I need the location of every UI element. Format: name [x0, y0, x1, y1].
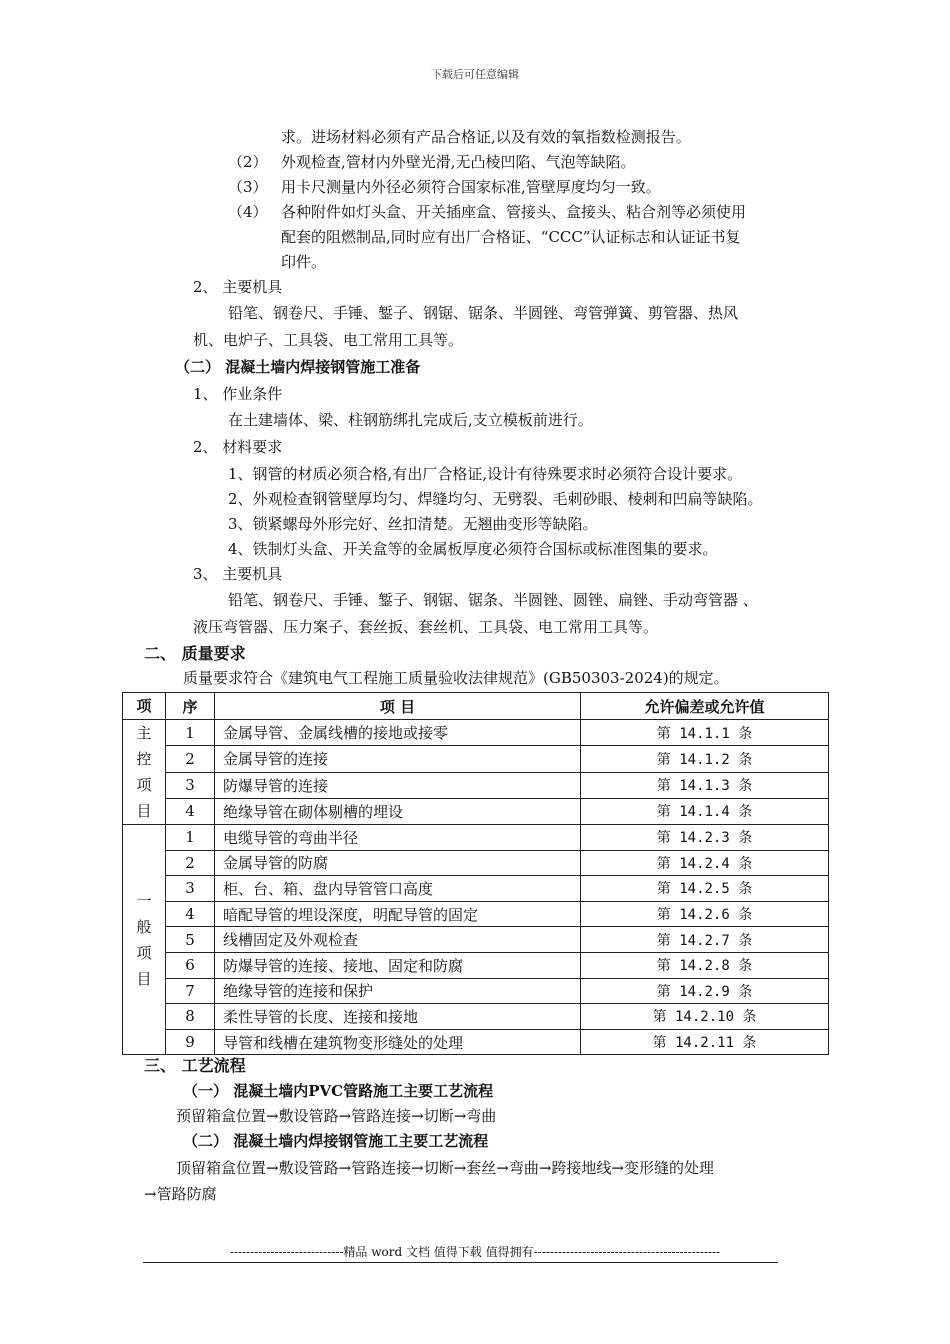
text-line: 印件。	[281, 253, 327, 271]
table-row	[123, 876, 829, 902]
text-line: →管路防腐	[144, 1185, 217, 1203]
row-number: 1	[166, 825, 215, 851]
table-row	[123, 825, 829, 851]
list-number: （2）	[228, 153, 268, 171]
row-number: 5	[166, 927, 215, 953]
table-row	[123, 978, 829, 1004]
page-footer: ----------------------------精品 word 文档 值得下载 值得拥有----------------------------------------------	[229, 1245, 721, 1259]
row-number: 3	[166, 772, 215, 798]
subsection-title: 2、 主要机具	[193, 278, 283, 296]
table-row	[123, 1029, 829, 1055]
row-value: 第 14.2.10 条	[581, 1004, 829, 1030]
page-header: 下载后可任意编辑	[431, 68, 519, 81]
row-number: 6	[166, 952, 215, 978]
category-label: 主控项目	[136, 724, 152, 820]
row-number: 8	[166, 1004, 215, 1030]
table-row	[123, 901, 829, 927]
row-item: 电缆导管的弯曲半径	[215, 825, 581, 851]
table-row	[123, 1004, 829, 1030]
row-value: 第 14.2.9 条	[581, 978, 829, 1004]
row-item: 金属导管的防腐	[215, 850, 581, 876]
footer-rule	[143, 1262, 778, 1263]
chapter-title: 三、 工艺流程	[144, 1056, 246, 1075]
table-row	[123, 772, 829, 798]
row-item: 绝缘导管的连接和保护	[215, 978, 581, 1004]
row-value: 第 14.2.11 条	[581, 1029, 829, 1055]
subsection-title: 2、 材料要求	[193, 438, 283, 456]
row-item: 金属导管、金属线槽的接地或接零	[215, 720, 581, 746]
row-number: 4	[166, 901, 215, 927]
category-cell	[123, 825, 166, 1055]
header-cat: 项	[123, 693, 166, 720]
table-row	[123, 850, 829, 876]
row-item: 柔性导管的长度、连接和接地	[215, 1004, 581, 1030]
subsection-title: 1、 作业条件	[193, 385, 283, 403]
row-number: 4	[166, 798, 215, 824]
text-line: 液压弯管器、压力案子、套丝扳、套丝机、工具袋、电工常用工具等。	[193, 618, 659, 636]
row-value: 第 14.2.7 条	[581, 927, 829, 953]
row-item: 防爆导管的连接、接地、固定和防腐	[215, 952, 581, 978]
row-value: 第 14.2.5 条	[581, 876, 829, 902]
text-line: 配套的阻燃制品,同时应有出厂合格证、“CCC”认证标志和认证证书复	[281, 228, 741, 246]
row-value: 第 14.1.3 条	[581, 772, 829, 798]
section-title: （二） 混凝土墙内焊接钢管施工准备	[175, 358, 421, 376]
quality-table	[122, 692, 829, 1055]
category-cell	[123, 720, 166, 825]
row-number: 7	[166, 978, 215, 1004]
row-item: 绝缘导管在砌体剔槽的埋设	[215, 798, 581, 824]
row-item: 防爆导管的连接	[215, 772, 581, 798]
row-value: 第 14.1.2 条	[581, 746, 829, 772]
text-line: 质量要求符合《建筑电气工程施工质量验收法律规范》(GB50303-2024)的规定。	[183, 669, 729, 687]
header-no: 序	[166, 693, 215, 720]
text-line: 求。进场材料必须有产品合格证,以及有效的氧指数检测报告。	[281, 128, 691, 146]
list-number: （4）	[228, 203, 268, 221]
row-item: 线槽固定及外观检查	[215, 927, 581, 953]
table-row	[123, 952, 829, 978]
text-line: 用卡尺测量内外径必须符合国家标准,管壁厚度均匀一致。	[281, 178, 661, 196]
table-row	[123, 746, 829, 772]
row-item: 柜、台、箱、盘内导管管口高度	[215, 876, 581, 902]
row-item: 金属导管的连接	[215, 746, 581, 772]
row-value: 第 14.2.4 条	[581, 850, 829, 876]
text-line: 在土建墙体、梁、柱钢筋绑扎完成后,支立模板前进行。	[228, 411, 593, 429]
subsection-title: 3、 主要机具	[193, 565, 283, 583]
category-label: 一般项目	[136, 891, 152, 988]
text-line: 铅笔、钢卷尺、手锤、錾子、钢锯、锯条、半圆锉、圆锉、扁锉、手动弯管器 、	[228, 591, 758, 609]
row-value: 第 14.2.6 条	[581, 901, 829, 927]
row-value: 第 14.1.4 条	[581, 798, 829, 824]
subsection-title: （二） 混凝土墙内焊接钢管施工主要工艺流程	[183, 1132, 489, 1150]
table-row	[123, 720, 829, 746]
text-line: 铅笔、钢卷尺、手锤、錾子、钢锯、锯条、半圆锉、弯管弹簧、剪管器、热风	[228, 304, 739, 322]
text-line: 预留箱盒位置→敷设管路→管路连接→切断→弯曲	[176, 1107, 497, 1125]
row-value: 第 14.2.3 条	[581, 825, 829, 851]
row-number: 3	[166, 876, 215, 902]
text-line: 3、锁紧螺母外形完好、丝扣清楚。无翘曲变形等缺陷。	[228, 515, 598, 533]
chapter-title: 二、 质量要求	[144, 644, 246, 663]
text-line: 1、钢管的材质必须合格,有出厂合格证,设计有待殊要求时必须符合设计要求。	[228, 465, 743, 483]
row-item: 暗配导管的埋设深度，明配导管的固定	[215, 901, 581, 927]
table-row	[123, 927, 829, 953]
row-number: 9	[166, 1029, 215, 1055]
row-value: 第 14.1.1 条	[581, 720, 829, 746]
header-item: 项 目	[215, 693, 581, 720]
header-val: 允许偏差或允许值	[581, 693, 829, 720]
row-number: 1	[166, 720, 215, 746]
table-row	[123, 798, 829, 824]
text-line: 4、铁制灯头盒、开关盒等的金属板厚度必须符合国标或标准图集的要求。	[228, 540, 718, 558]
row-number: 2	[166, 746, 215, 772]
row-number: 2	[166, 850, 215, 876]
text-line: 2、外观检查钢管壁厚均匀、焊缝均匀、无劈裂、毛刺砂眼、棱刺和凹扁等缺陷。	[228, 490, 763, 508]
table-header-row	[123, 693, 829, 720]
text-line: 外观检查,管材内外壁光滑,无凸棱凹陷、气泡等缺陷。	[281, 153, 636, 171]
text-line: 各种附件如灯头盒、开关插座盒、管接头、盒接头、粘合剂等必须使用	[281, 203, 747, 221]
text-line: 顶留箱盒位置→敷设管路→管路连接→切断→套丝→弯曲→跨接地线→变形缝的处理	[176, 1159, 714, 1177]
row-value: 第 14.2.8 条	[581, 952, 829, 978]
row-item: 导管和线槽在建筑物变形缝处的处理	[215, 1029, 581, 1055]
list-number: （3）	[228, 178, 268, 196]
subsection-title: （一） 混凝土墙内PVC管路施工主要工艺流程	[183, 1082, 494, 1100]
text-line: 机、电炉子、工具袋、电工常用工具等。	[193, 331, 464, 349]
